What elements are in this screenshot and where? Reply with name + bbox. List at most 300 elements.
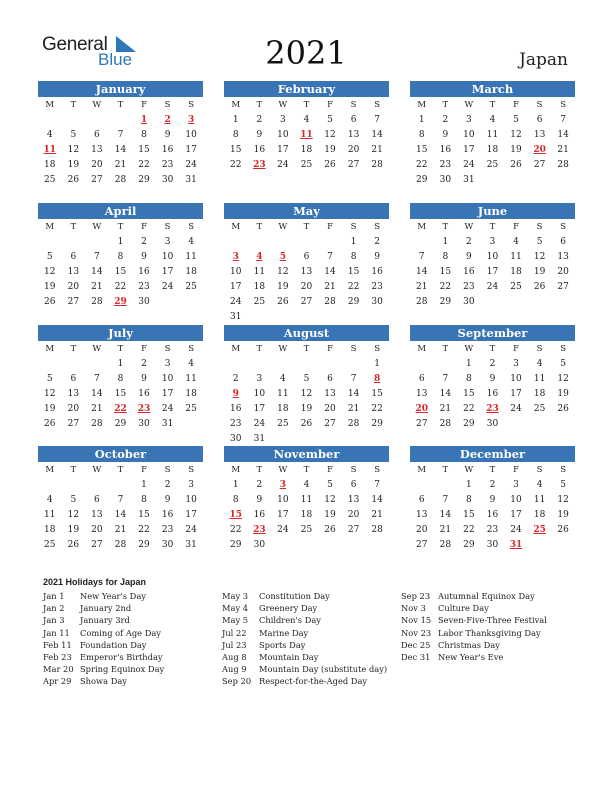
holiday-day: 29 [114,297,127,307]
day: 17 [230,282,242,292]
day: 6 [560,237,567,247]
day: 28 [371,525,383,535]
day: 10 [185,130,197,140]
day: 20 [67,404,80,414]
day: 29 [138,540,150,550]
month-march [410,81,575,188]
day: 12 [557,374,569,384]
holiday-name: Foundation Day [80,639,147,650]
day: 14 [371,130,383,140]
day: 9 [141,252,147,262]
day: 25 [533,404,546,414]
day: 13 [416,389,428,399]
day: 7 [374,480,381,490]
day: 11 [185,252,197,262]
weekday-header: T [256,100,263,110]
month-september [410,325,575,432]
day: 13 [557,252,569,262]
day: 18 [533,510,546,520]
day: 26 [533,282,546,292]
day: 8 [442,252,449,262]
day: 20 [416,525,428,535]
day: 7 [350,374,357,384]
weekday-header: S [374,100,381,110]
day: 20 [67,282,80,292]
weekday-header: T [303,465,310,475]
day: 21 [416,282,428,292]
weekday-header: W [92,222,102,232]
day: 10 [277,495,289,505]
day: 5 [70,130,77,140]
day: 17 [161,267,174,277]
day: 22 [463,525,475,535]
holiday-day: 20 [415,404,429,414]
day: 5 [560,480,567,490]
empty-day [248,235,272,250]
day: 31 [185,540,197,550]
day: 23 [161,525,174,535]
day: 24 [161,282,174,292]
holiday-day: 3 [232,252,239,262]
holiday-day: 8 [374,374,381,384]
holiday-name: Marine Day [259,627,309,638]
day: 23 [161,160,174,170]
holiday-row [401,590,547,602]
day: 9 [256,495,263,505]
day: 19 [324,510,336,520]
day: 27 [67,297,80,307]
day: 27 [91,175,103,185]
day: 17 [277,510,289,520]
holiday-name: Culture Day [438,603,489,614]
day: 26 [67,540,80,550]
day: 2 [489,359,496,369]
day: 5 [560,359,567,369]
empty-day [434,478,458,493]
weekday-header: S [536,465,543,475]
day: 5 [46,252,53,262]
month-grid [38,97,203,188]
day: 24 [161,404,174,414]
month-title: August [224,325,389,341]
day: 12 [557,495,569,505]
day: 17 [510,510,522,520]
day: 20 [347,145,360,155]
holiday-date: Mar 20 [43,664,74,675]
weekday-header: F [327,222,333,232]
empty-day [38,235,62,250]
day: 25 [510,282,522,292]
day: 27 [91,540,103,550]
day: 17 [161,389,174,399]
holiday-date: Jan 3 [43,615,65,626]
day: 24 [185,525,197,535]
day: 15 [138,145,150,155]
holiday-date: Aug 8 [222,651,247,662]
empty-day [85,357,109,372]
day: 13 [347,495,360,505]
day: 9 [489,374,496,384]
day: 30 [439,175,452,185]
day: 24 [510,525,522,535]
day: 16 [486,510,499,520]
day: 4 [513,237,519,247]
weekday-header: T [303,344,310,354]
day: 15 [138,510,150,520]
day: 31 [185,175,197,185]
holiday-day: 20 [533,145,546,155]
holiday-date: Nov 15 [401,615,432,626]
day: 6 [70,374,77,384]
day: 14 [114,145,127,155]
day: 8 [350,252,357,262]
weekday-header: S [188,344,195,354]
day: 18 [486,145,499,155]
day: 9 [489,495,496,505]
day: 3 [164,237,171,247]
weekday-header: T [489,465,496,475]
day: 17 [463,145,475,155]
weekday-header: M [417,100,427,110]
weekday-header: M [231,222,241,232]
weekday-header: F [513,344,519,354]
weekday-header: T [117,222,124,232]
day: 10 [161,252,174,262]
weekday-header: T [70,344,77,354]
weekday-header: T [442,465,449,475]
day: 22 [230,525,242,535]
weekday-header: T [117,344,124,354]
day: 21 [347,404,360,414]
holiday-day: 3 [279,480,287,490]
day: 8 [232,130,239,140]
day: 10 [230,267,242,277]
day: 12 [510,130,522,140]
day: 21 [439,525,452,535]
day: 5 [303,374,310,384]
day: 15 [463,389,475,399]
month-grid [224,219,389,325]
day: 19 [300,404,313,414]
day: 3 [280,115,286,125]
holiday-name: Emperor's Birthday [80,651,163,662]
holiday-date: Feb 11 [43,639,72,650]
day: 13 [91,145,103,155]
day: 10 [486,252,499,262]
holiday-day: 23 [137,404,151,414]
month-november [224,446,389,553]
empty-day [410,357,434,372]
holiday-date: Dec 31 [401,651,431,662]
day: 11 [185,374,197,384]
month-title: December [410,446,575,462]
day: 24 [463,160,475,170]
day: 22 [463,404,475,414]
day: 22 [114,282,127,292]
day: 30 [486,419,499,429]
day: 5 [536,237,543,247]
day: 26 [324,525,336,535]
day: 21 [114,160,127,170]
weekday-header: W [464,222,474,232]
day: 8 [141,130,147,140]
weekday-header: F [141,465,147,475]
empty-day [271,357,295,372]
month-title: November [224,446,389,462]
day: 4 [303,115,310,125]
holiday-day: 11 [300,130,313,140]
weekday-header: W [464,100,474,110]
day: 16 [161,145,174,155]
holiday-date: Feb 23 [43,651,72,662]
day: 17 [277,145,289,155]
month-grid [410,219,575,310]
day: 21 [324,282,336,292]
month-title: May [224,203,389,219]
holiday-date: May 3 [222,591,249,601]
day: 13 [67,389,80,399]
day: 10 [185,495,197,505]
day: 19 [510,145,522,155]
day: 17 [185,510,197,520]
day: 22 [416,160,428,170]
day: 14 [371,495,383,505]
weekday-header: T [489,222,496,232]
day: 12 [277,267,289,277]
day: 7 [117,130,124,140]
day: 2 [442,115,449,125]
weekday-header: W [92,465,102,475]
holiday-row [222,590,387,602]
holiday-row [222,614,387,626]
holiday-row [43,627,164,639]
weekday-header: M [231,100,241,110]
holiday-row [43,639,164,651]
weekday-header: W [278,344,288,354]
day: 17 [486,267,499,277]
day: 17 [185,145,197,155]
holiday-row [222,651,387,663]
holiday-day: 23 [486,404,499,414]
holiday-name: January 3rd [80,615,130,626]
day: 14 [91,389,103,399]
day: 25 [185,282,197,292]
holiday-column [222,590,387,688]
day: 10 [510,495,522,505]
day: 29 [439,297,452,307]
day: 2 [489,480,496,490]
day: 27 [416,540,428,550]
weekday-header: T [489,100,496,110]
holiday-day: 5 [279,252,287,262]
weekday-header: T [303,100,310,110]
day: 12 [324,495,336,505]
empty-day [410,478,434,493]
empty-day [224,235,248,250]
weekday-header: F [141,100,147,110]
day: 22 [347,282,360,292]
day: 27 [416,419,428,429]
month-title: March [410,81,575,97]
day: 15 [114,267,127,277]
day: 12 [44,389,56,399]
empty-day [109,478,133,493]
day: 8 [117,252,124,262]
day: 16 [463,267,475,277]
weekday-header: S [536,344,543,354]
month-grid [410,341,575,432]
day: 7 [117,495,124,505]
day: 26 [44,297,56,307]
day: 28 [371,160,383,170]
day: 13 [91,510,103,520]
day: 5 [327,115,333,125]
day: 18 [185,267,197,277]
empty-day [38,357,62,372]
day: 27 [67,419,80,429]
month-july [38,325,203,432]
day: 7 [442,374,449,384]
day: 14 [439,510,452,520]
holiday-name: January 2nd [80,603,132,614]
day: 8 [141,495,147,505]
day: 3 [164,359,171,369]
day: 11 [510,252,522,262]
day: 19 [67,525,80,535]
day: 4 [188,359,195,369]
month-grid [410,97,575,188]
holiday-date: May 4 [222,603,249,614]
logo-blue-text: Blue [98,50,133,69]
day: 28 [416,297,428,307]
day: 6 [350,115,357,125]
day: 1 [232,115,239,125]
day: 27 [557,282,569,292]
weekday-header: T [117,465,124,475]
empty-day [318,357,342,372]
day: 4 [303,480,310,490]
weekday-header: S [188,100,195,110]
weekday-header: F [141,222,147,232]
day: 24 [486,282,499,292]
day: 26 [67,175,80,185]
day: 27 [300,297,313,307]
weekday-header: T [442,344,449,354]
holiday-name: Children's Day [259,615,321,626]
day: 6 [418,495,425,505]
day: 20 [347,510,360,520]
day: 15 [416,145,428,155]
weekday-header: M [231,344,241,354]
weekday-header: M [45,100,55,110]
day: 5 [70,495,77,505]
day: 2 [374,237,381,247]
day: 3 [188,480,195,490]
holiday-date: Jul 23 [222,639,247,650]
day: 28 [347,419,360,429]
day: 2 [164,480,171,490]
month-june [410,203,575,310]
empty-day [295,357,319,372]
day: 29 [114,419,127,429]
day: 5 [46,374,53,384]
day: 26 [277,297,289,307]
weekday-header: T [256,222,263,232]
day: 3 [513,359,519,369]
weekday-header: T [442,100,449,110]
day: 23 [439,160,452,170]
weekday-header: S [164,100,171,110]
holiday-row [43,675,164,687]
day: 8 [466,374,472,384]
month-title: September [410,325,575,341]
day: 8 [418,130,425,140]
holiday-date: Jul 22 [222,627,247,638]
weekday-header: S [536,222,543,232]
day: 10 [463,130,475,140]
day: 21 [114,525,127,535]
day: 28 [91,297,103,307]
day: 30 [463,297,475,307]
day: 6 [536,115,543,125]
day: 23 [138,282,150,292]
day: 16 [253,145,266,155]
day: 30 [138,419,150,429]
holiday-row [222,639,387,651]
holiday-name: Mountain Day [259,651,319,662]
holiday-day: 25 [533,525,546,535]
weekday-header: S [350,100,357,110]
holiday-date: Nov 23 [401,627,432,638]
month-title: July [38,325,203,341]
holiday-row [222,663,387,675]
day: 19 [324,145,336,155]
day: 7 [374,115,381,125]
day: 24 [277,160,289,170]
day: 20 [91,160,103,170]
day: 13 [300,267,313,277]
holiday-row [43,602,164,614]
day: 20 [91,525,103,535]
holiday-row [401,602,547,614]
country-name: Japan [519,50,568,70]
day: 31 [253,434,266,444]
day: 8 [466,495,472,505]
day: 25 [486,160,499,170]
empty-day [295,235,319,250]
day: 18 [253,282,266,292]
day: 28 [114,175,127,185]
holiday-date: Sep 23 [401,591,431,601]
weekday-header: T [303,222,310,232]
day: 14 [114,510,127,520]
day: 28 [91,419,103,429]
day: 13 [533,130,546,140]
weekday-header: W [464,344,474,354]
holiday-name: Greenery Day [259,603,318,614]
day: 7 [327,252,333,262]
weekday-header: T [442,222,449,232]
holiday-day: 11 [43,145,57,155]
empty-day [271,235,295,250]
month-grid [224,341,389,447]
weekday-header: M [45,222,55,232]
day: 16 [161,510,174,520]
day: 9 [374,252,381,262]
day: 7 [418,252,425,262]
day: 22 [230,160,242,170]
day: 18 [44,525,56,535]
